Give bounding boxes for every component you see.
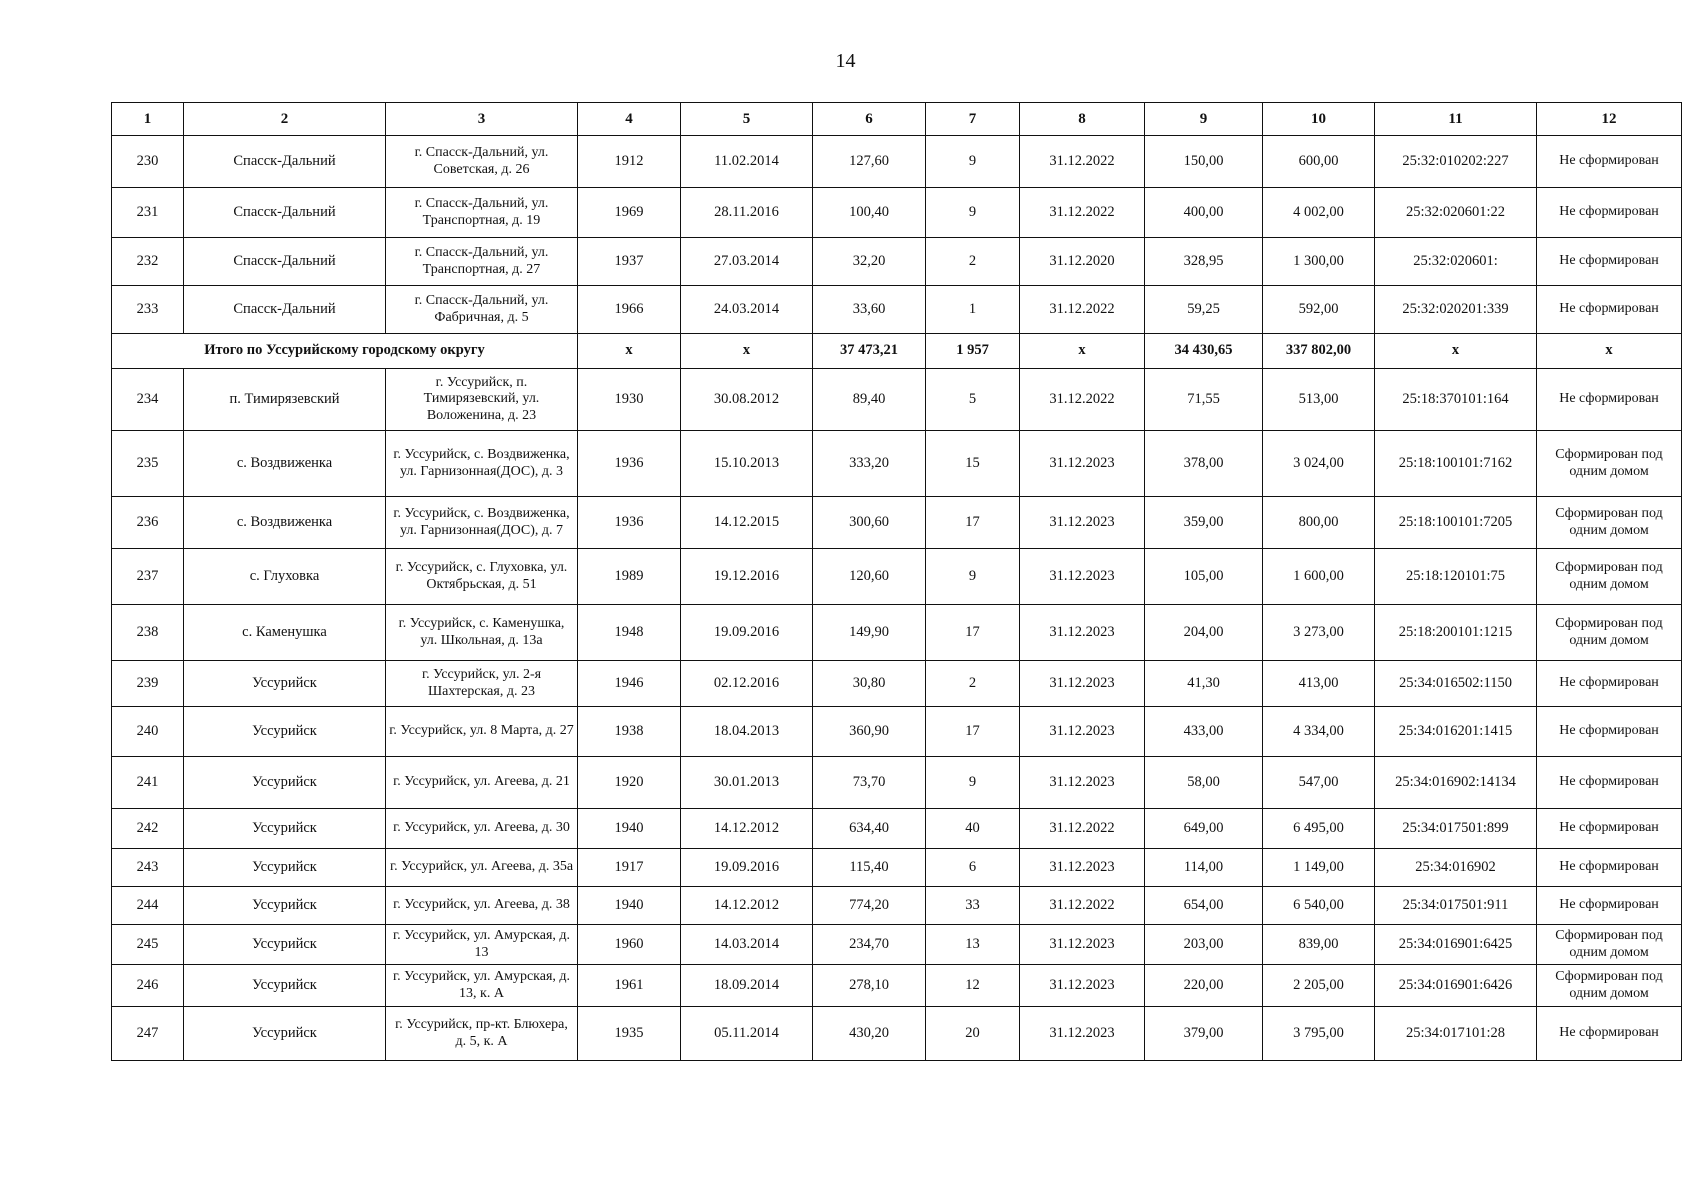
settlement-cell: Уссурийск <box>184 1007 386 1061</box>
total-cell: x <box>1537 334 1682 369</box>
row-number: 235 <box>112 431 184 497</box>
people-cell: 13 <box>926 925 1020 965</box>
status-cell: Не сформирован <box>1537 188 1682 238</box>
status-cell: Не сформирован <box>1537 369 1682 431</box>
address-cell: г. Спасск-Дальний, ул. Советская, д. 26 <box>386 136 578 188</box>
deadline-cell: 31.12.2023 <box>1020 849 1145 887</box>
settlement-cell: Спасск-Дальний <box>184 238 386 286</box>
column-header: 6 <box>813 103 926 136</box>
cost-cell: 328,95 <box>1145 238 1263 286</box>
status-cell: Сформирован под одним домом <box>1537 549 1682 605</box>
cadastral-cell: 25:34:017501:899 <box>1375 809 1537 849</box>
year-cell: 1948 <box>578 605 681 661</box>
price-cell: 6 495,00 <box>1263 809 1375 849</box>
row-number: 244 <box>112 887 184 925</box>
people-cell: 9 <box>926 136 1020 188</box>
settlement-cell: с. Каменушка <box>184 605 386 661</box>
table-row <box>112 549 1682 605</box>
total-cell: x <box>578 334 681 369</box>
price-cell: 3 024,00 <box>1263 431 1375 497</box>
date-cell: 14.12.2012 <box>681 887 813 925</box>
cost-cell: 220,00 <box>1145 965 1263 1007</box>
status-cell: Не сформирован <box>1537 809 1682 849</box>
people-cell: 20 <box>926 1007 1020 1061</box>
table-row <box>112 188 1682 238</box>
settlement-cell: с. Глуховка <box>184 549 386 605</box>
settlement-cell: Спасск-Дальний <box>184 188 386 238</box>
table-row <box>112 965 1682 1007</box>
table-row <box>112 1007 1682 1061</box>
status-cell: Не сформирован <box>1537 757 1682 809</box>
row-number: 233 <box>112 286 184 334</box>
deadline-cell: 31.12.2020 <box>1020 238 1145 286</box>
date-cell: 30.01.2013 <box>681 757 813 809</box>
price-cell: 3 273,00 <box>1263 605 1375 661</box>
row-number: 238 <box>112 605 184 661</box>
address-cell: г. Уссурийск, ул. 2-я Шахтерская, д. 23 <box>386 661 578 707</box>
price-cell: 839,00 <box>1263 925 1375 965</box>
row-number: 236 <box>112 497 184 549</box>
area-cell: 333,20 <box>813 431 926 497</box>
price-cell: 6 540,00 <box>1263 887 1375 925</box>
cadastral-cell: 25:32:020601:22 <box>1375 188 1537 238</box>
year-cell: 1946 <box>578 661 681 707</box>
settlement-cell: п. Тимирязевский <box>184 369 386 431</box>
year-cell: 1917 <box>578 849 681 887</box>
address-cell: г. Спасск-Дальний, ул. Транспортная, д. 27 <box>386 238 578 286</box>
date-cell: 27.03.2014 <box>681 238 813 286</box>
cost-cell: 114,00 <box>1145 849 1263 887</box>
deadline-cell: 31.12.2023 <box>1020 549 1145 605</box>
deadline-cell: 31.12.2023 <box>1020 497 1145 549</box>
year-cell: 1940 <box>578 887 681 925</box>
total-row <box>112 334 1682 369</box>
table-row <box>112 605 1682 661</box>
address-cell: г. Уссурийск, с. Воздвиженка, ул. Гарнизонная(ДОС), д. 3 <box>386 431 578 497</box>
deadline-cell: 31.12.2023 <box>1020 925 1145 965</box>
cost-cell: 105,00 <box>1145 549 1263 605</box>
deadline-cell: 31.12.2023 <box>1020 757 1145 809</box>
area-cell: 73,70 <box>813 757 926 809</box>
address-cell: г. Спасск-Дальний, ул. Транспортная, д. 19 <box>386 188 578 238</box>
year-cell: 1960 <box>578 925 681 965</box>
status-cell: Не сформирован <box>1537 286 1682 334</box>
year-cell: 1936 <box>578 431 681 497</box>
price-cell: 2 205,00 <box>1263 965 1375 1007</box>
cadastral-cell: 25:34:017501:911 <box>1375 887 1537 925</box>
settlement-cell: Уссурийск <box>184 707 386 757</box>
date-cell: 14.12.2015 <box>681 497 813 549</box>
column-header: 12 <box>1537 103 1682 136</box>
price-cell: 413,00 <box>1263 661 1375 707</box>
settlement-cell: Уссурийск <box>184 849 386 887</box>
table-row <box>112 136 1682 188</box>
area-cell: 278,10 <box>813 965 926 1007</box>
table-row <box>112 809 1682 849</box>
deadline-cell: 31.12.2023 <box>1020 1007 1145 1061</box>
price-cell: 600,00 <box>1263 136 1375 188</box>
people-cell: 9 <box>926 757 1020 809</box>
row-number: 232 <box>112 238 184 286</box>
cost-cell: 400,00 <box>1145 188 1263 238</box>
address-cell: г. Уссурийск, ул. Агеева, д. 38 <box>386 887 578 925</box>
cadastral-cell: 25:18:370101:164 <box>1375 369 1537 431</box>
status-cell: Сформирован под одним домом <box>1537 925 1682 965</box>
cost-cell: 204,00 <box>1145 605 1263 661</box>
price-cell: 1 300,00 <box>1263 238 1375 286</box>
table-row <box>112 497 1682 549</box>
area-cell: 127,60 <box>813 136 926 188</box>
address-cell: г. Уссурийск, ул. Агеева, д. 30 <box>386 809 578 849</box>
area-cell: 30,80 <box>813 661 926 707</box>
column-header: 4 <box>578 103 681 136</box>
address-cell: г. Уссурийск, с. Воздвиженка, ул. Гарнизонная(ДОС), д. 7 <box>386 497 578 549</box>
settlement-cell: Уссурийск <box>184 809 386 849</box>
row-number: 239 <box>112 661 184 707</box>
area-cell: 234,70 <box>813 925 926 965</box>
area-cell: 120,60 <box>813 549 926 605</box>
status-cell: Не сформирован <box>1537 849 1682 887</box>
cost-cell: 649,00 <box>1145 809 1263 849</box>
status-cell: Сформирован под одним домом <box>1537 965 1682 1007</box>
deadline-cell: 31.12.2023 <box>1020 661 1145 707</box>
date-cell: 18.09.2014 <box>681 965 813 1007</box>
area-cell: 100,40 <box>813 188 926 238</box>
date-cell: 24.03.2014 <box>681 286 813 334</box>
row-number: 241 <box>112 757 184 809</box>
table-row <box>112 286 1682 334</box>
price-cell: 3 795,00 <box>1263 1007 1375 1061</box>
cost-cell: 58,00 <box>1145 757 1263 809</box>
price-cell: 513,00 <box>1263 369 1375 431</box>
area-cell: 89,40 <box>813 369 926 431</box>
deadline-cell: 31.12.2023 <box>1020 605 1145 661</box>
people-cell: 33 <box>926 887 1020 925</box>
column-header: 10 <box>1263 103 1375 136</box>
date-cell: 15.10.2013 <box>681 431 813 497</box>
settlement-cell: Уссурийск <box>184 757 386 809</box>
area-cell: 33,60 <box>813 286 926 334</box>
row-number: 246 <box>112 965 184 1007</box>
address-cell: г. Уссурийск, с. Каменушка, ул. Школьная, д. 13а <box>386 605 578 661</box>
table-row <box>112 369 1682 431</box>
date-cell: 18.04.2013 <box>681 707 813 757</box>
row-number: 234 <box>112 369 184 431</box>
cost-cell: 150,00 <box>1145 136 1263 188</box>
price-cell: 1 149,00 <box>1263 849 1375 887</box>
column-header: 5 <box>681 103 813 136</box>
year-cell: 1961 <box>578 965 681 1007</box>
year-cell: 1989 <box>578 549 681 605</box>
row-number: 245 <box>112 925 184 965</box>
cost-cell: 378,00 <box>1145 431 1263 497</box>
cadastral-cell: 25:32:020201:339 <box>1375 286 1537 334</box>
row-number: 231 <box>112 188 184 238</box>
column-header: 7 <box>926 103 1020 136</box>
settlement-cell: с. Воздвиженка <box>184 497 386 549</box>
column-header: 1 <box>112 103 184 136</box>
deadline-cell: 31.12.2022 <box>1020 188 1145 238</box>
page-number: 14 <box>835 50 856 72</box>
price-cell: 1 600,00 <box>1263 549 1375 605</box>
total-cell: 34 430,65 <box>1145 334 1263 369</box>
cost-cell: 41,30 <box>1145 661 1263 707</box>
address-cell: г. Уссурийск, ул. 8 Марта, д. 27 <box>386 707 578 757</box>
date-cell: 19.09.2016 <box>681 605 813 661</box>
cost-cell: 379,00 <box>1145 1007 1263 1061</box>
year-cell: 1912 <box>578 136 681 188</box>
price-cell: 4 002,00 <box>1263 188 1375 238</box>
cost-cell: 71,55 <box>1145 369 1263 431</box>
total-label: Итого по Уссурийскому городскому округу <box>112 334 578 369</box>
date-cell: 02.12.2016 <box>681 661 813 707</box>
settlement-cell: Уссурийск <box>184 925 386 965</box>
year-cell: 1966 <box>578 286 681 334</box>
deadline-cell: 31.12.2022 <box>1020 136 1145 188</box>
date-cell: 11.02.2014 <box>681 136 813 188</box>
column-header: 3 <box>386 103 578 136</box>
table-row <box>112 707 1682 757</box>
cadastral-cell: 25:34:016902 <box>1375 849 1537 887</box>
cadastral-cell: 25:32:010202:227 <box>1375 136 1537 188</box>
housing-table <box>111 102 1682 1061</box>
status-cell: Не сформирован <box>1537 1007 1682 1061</box>
year-cell: 1938 <box>578 707 681 757</box>
address-cell: г. Уссурийск, пр-кт. Блюхера, д. 5, к. А <box>386 1007 578 1061</box>
address-cell: г. Уссурийск, с. Глуховка, ул. Октябрьская, д. 51 <box>386 549 578 605</box>
people-cell: 40 <box>926 809 1020 849</box>
address-cell: г. Спасск-Дальний, ул. Фабричная, д. 5 <box>386 286 578 334</box>
year-cell: 1920 <box>578 757 681 809</box>
cadastral-cell: 25:34:016901:6425 <box>1375 925 1537 965</box>
address-cell: г. Уссурийск, ул. Амурская, д. 13, к. А <box>386 965 578 1007</box>
people-cell: 9 <box>926 549 1020 605</box>
people-cell: 6 <box>926 849 1020 887</box>
date-cell: 14.03.2014 <box>681 925 813 965</box>
cadastral-cell: 25:34:016901:6426 <box>1375 965 1537 1007</box>
total-cell: x <box>681 334 813 369</box>
cadastral-cell: 25:34:016502:1150 <box>1375 661 1537 707</box>
deadline-cell: 31.12.2022 <box>1020 369 1145 431</box>
deadline-cell: 31.12.2022 <box>1020 809 1145 849</box>
settlement-cell: Уссурийск <box>184 965 386 1007</box>
status-cell: Сформирован под одним домом <box>1537 431 1682 497</box>
date-cell: 19.09.2016 <box>681 849 813 887</box>
row-number: 243 <box>112 849 184 887</box>
cadastral-cell: 25:18:100101:7162 <box>1375 431 1537 497</box>
people-cell: 1 <box>926 286 1020 334</box>
deadline-cell: 31.12.2023 <box>1020 431 1145 497</box>
people-cell: 2 <box>926 661 1020 707</box>
total-cell: 1 957 <box>926 334 1020 369</box>
column-header: 11 <box>1375 103 1537 136</box>
row-number: 230 <box>112 136 184 188</box>
area-cell: 149,90 <box>813 605 926 661</box>
people-cell: 17 <box>926 497 1020 549</box>
row-number: 242 <box>112 809 184 849</box>
table-row <box>112 238 1682 286</box>
deadline-cell: 31.12.2022 <box>1020 286 1145 334</box>
people-cell: 17 <box>926 605 1020 661</box>
settlement-cell: Спасск-Дальний <box>184 136 386 188</box>
total-cell: 337 802,00 <box>1263 334 1375 369</box>
total-cell: x <box>1375 334 1537 369</box>
area-cell: 634,40 <box>813 809 926 849</box>
total-cell: x <box>1020 334 1145 369</box>
table-row <box>112 887 1682 925</box>
table-row <box>112 431 1682 497</box>
date-cell: 30.08.2012 <box>681 369 813 431</box>
people-cell: 2 <box>926 238 1020 286</box>
people-cell: 12 <box>926 965 1020 1007</box>
column-header: 2 <box>184 103 386 136</box>
settlement-cell: Уссурийск <box>184 887 386 925</box>
column-header: 9 <box>1145 103 1263 136</box>
people-cell: 15 <box>926 431 1020 497</box>
people-cell: 5 <box>926 369 1020 431</box>
table-row <box>112 925 1682 965</box>
cost-cell: 654,00 <box>1145 887 1263 925</box>
cost-cell: 59,25 <box>1145 286 1263 334</box>
year-cell: 1930 <box>578 369 681 431</box>
cost-cell: 433,00 <box>1145 707 1263 757</box>
price-cell: 800,00 <box>1263 497 1375 549</box>
area-cell: 115,40 <box>813 849 926 887</box>
cadastral-cell: 25:34:016201:1415 <box>1375 707 1537 757</box>
settlement-cell: с. Воздвиженка <box>184 431 386 497</box>
price-cell: 547,00 <box>1263 757 1375 809</box>
date-cell: 14.12.2012 <box>681 809 813 849</box>
year-cell: 1940 <box>578 809 681 849</box>
area-cell: 360,90 <box>813 707 926 757</box>
table-row <box>112 757 1682 809</box>
year-cell: 1969 <box>578 188 681 238</box>
cadastral-cell: 25:34:017101:28 <box>1375 1007 1537 1061</box>
row-number: 237 <box>112 549 184 605</box>
address-cell: г. Уссурийск, ул. Агеева, д. 35а <box>386 849 578 887</box>
status-cell: Не сформирован <box>1537 887 1682 925</box>
date-cell: 28.11.2016 <box>681 188 813 238</box>
date-cell: 05.11.2014 <box>681 1007 813 1061</box>
address-cell: г. Уссурийск, ул. Агеева, д. 21 <box>386 757 578 809</box>
people-cell: 9 <box>926 188 1020 238</box>
date-cell: 19.12.2016 <box>681 549 813 605</box>
deadline-cell: 31.12.2023 <box>1020 707 1145 757</box>
area-cell: 300,60 <box>813 497 926 549</box>
settlement-cell: Спасск-Дальний <box>184 286 386 334</box>
table-row <box>112 849 1682 887</box>
area-cell: 774,20 <box>813 887 926 925</box>
cadastral-cell: 25:18:100101:7205 <box>1375 497 1537 549</box>
year-cell: 1936 <box>578 497 681 549</box>
year-cell: 1935 <box>578 1007 681 1061</box>
people-cell: 17 <box>926 707 1020 757</box>
price-cell: 4 334,00 <box>1263 707 1375 757</box>
status-cell: Не сформирован <box>1537 238 1682 286</box>
price-cell: 592,00 <box>1263 286 1375 334</box>
cost-cell: 203,00 <box>1145 925 1263 965</box>
address-cell: г. Уссурийск, п. Тимирязевский, ул. Воложенина, д. 23 <box>386 369 578 431</box>
cadastral-cell: 25:18:120101:75 <box>1375 549 1537 605</box>
status-cell: Сформирован под одним домом <box>1537 497 1682 549</box>
row-number: 240 <box>112 707 184 757</box>
cost-cell: 359,00 <box>1145 497 1263 549</box>
table-row <box>112 661 1682 707</box>
row-number: 247 <box>112 1007 184 1061</box>
address-cell: г. Уссурийск, ул. Амурская, д. 13 <box>386 925 578 965</box>
header-row <box>112 103 1682 136</box>
deadline-cell: 31.12.2023 <box>1020 965 1145 1007</box>
status-cell: Сформирован под одним домом <box>1537 605 1682 661</box>
total-cell: 37 473,21 <box>813 334 926 369</box>
area-cell: 430,20 <box>813 1007 926 1061</box>
settlement-cell: Уссурийск <box>184 661 386 707</box>
cadastral-cell: 25:32:020601: <box>1375 238 1537 286</box>
area-cell: 32,20 <box>813 238 926 286</box>
status-cell: Не сформирован <box>1537 707 1682 757</box>
column-header: 8 <box>1020 103 1145 136</box>
status-cell: Не сформирован <box>1537 136 1682 188</box>
year-cell: 1937 <box>578 238 681 286</box>
cadastral-cell: 25:34:016902:14134 <box>1375 757 1537 809</box>
status-cell: Не сформирован <box>1537 661 1682 707</box>
deadline-cell: 31.12.2022 <box>1020 887 1145 925</box>
cadastral-cell: 25:18:200101:1215 <box>1375 605 1537 661</box>
